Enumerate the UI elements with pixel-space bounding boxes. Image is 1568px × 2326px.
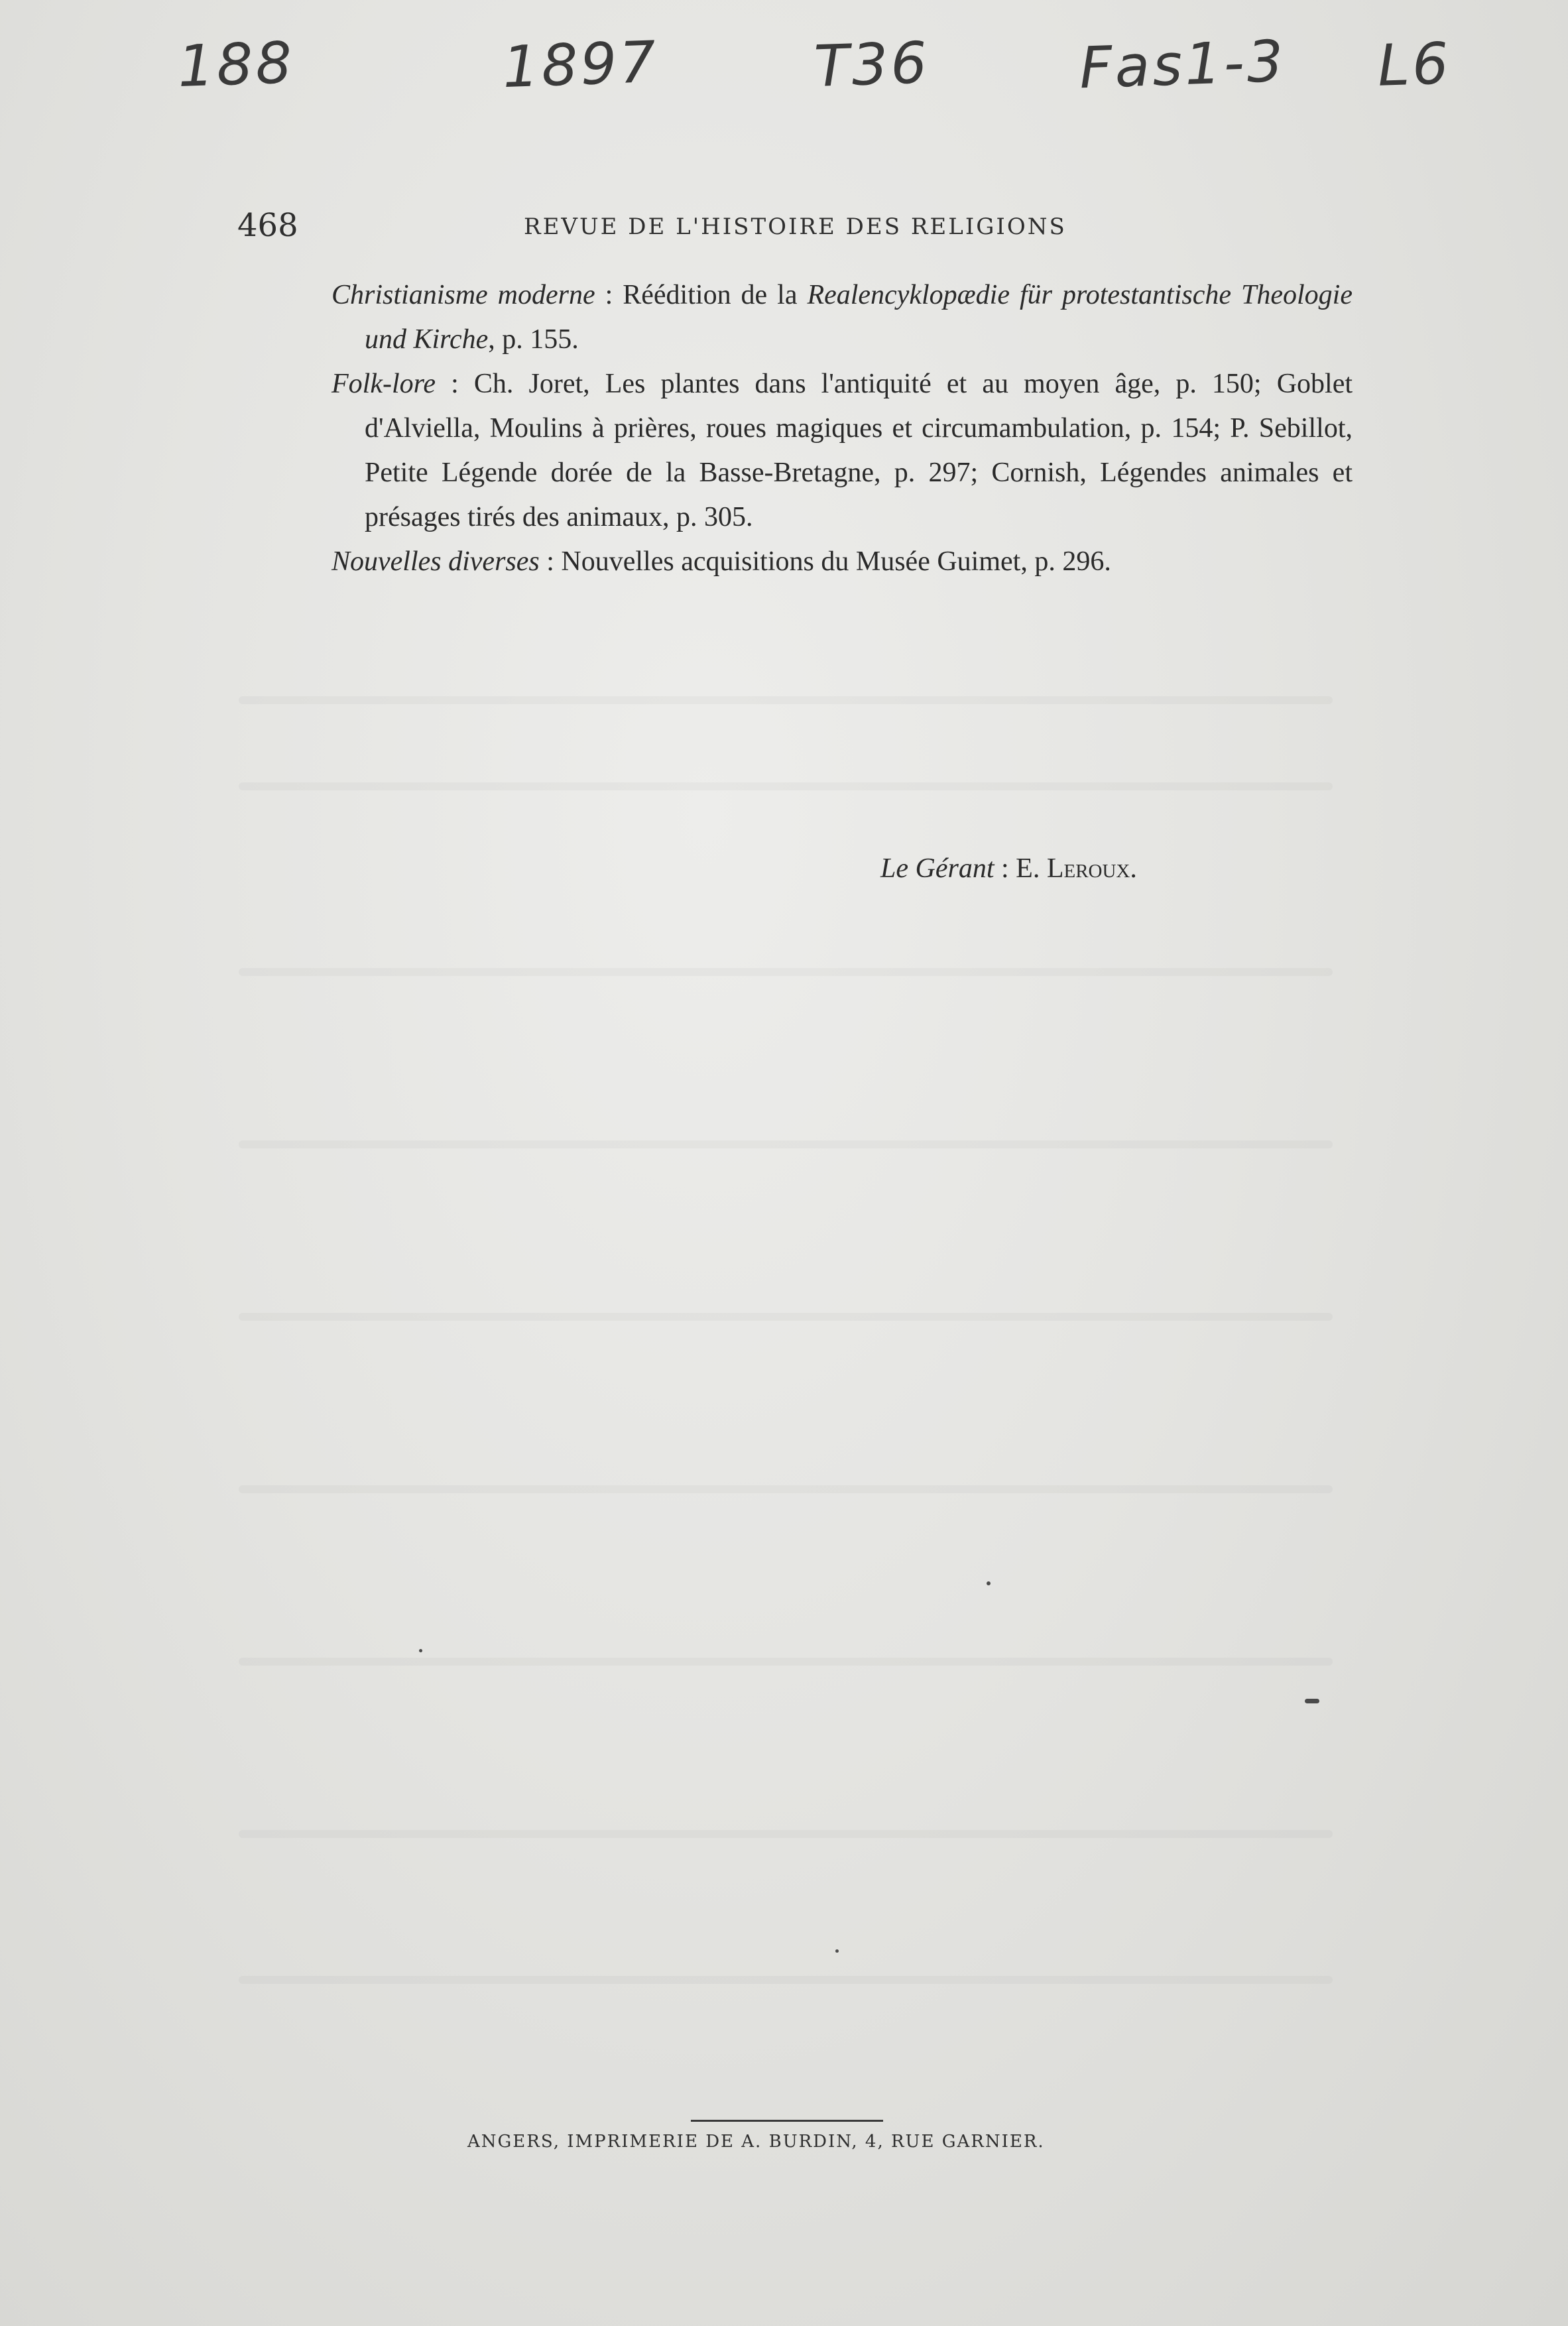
bleed-through-line	[239, 968, 1333, 976]
entry-text: : Ch. Joret, Les plantes dans l'antiquité et au moyen âge, p. 150; Goblet d'Alviella, Moulins à prières, roues magiques et circumambulation, p. 154; P. Sebillot, Petite Légende dorée de la Basse-Bretagne, p. 297; Cornish, Légendes animales et présages tirés des animaux, p. 305.	[365, 369, 1353, 532]
handwritten-annotation: T36	[813, 29, 931, 101]
print-speck	[419, 1649, 422, 1652]
signature-line	[880, 853, 1137, 885]
signature-separator: :	[994, 853, 1016, 884]
index-entry-christianisme	[332, 273, 1353, 362]
handwritten-annotation: L6	[1376, 31, 1453, 99]
handwritten-annotation: 1897	[501, 29, 660, 101]
handwritten-annotation: 188	[176, 29, 296, 101]
running-title: REVUE DE L'HISTOIRE DES RELIGIONS	[524, 214, 1067, 240]
bleed-through-line	[239, 1658, 1333, 1666]
bleed-through-line	[239, 1830, 1333, 1838]
entry-title: Realencyklopædie für protestantische Theologie und Kirche	[365, 280, 1353, 355]
handwritten-annotation: Fas1-3	[1078, 28, 1288, 102]
index-entries	[332, 273, 1353, 584]
printer-imprint: ANGERS, IMPRIMERIE DE A. BURDIN, 4, RUE GARNIER.	[467, 2132, 1045, 2152]
entry-text: : Réédition de la	[595, 280, 808, 310]
page-number: 468	[237, 207, 298, 244]
bleed-through-line	[239, 782, 1333, 790]
index-entry-nouvelles	[332, 540, 1353, 584]
print-speck	[987, 1581, 991, 1585]
entry-label: Christianisme moderne	[332, 280, 595, 310]
bleed-through-line	[239, 1313, 1333, 1321]
print-speck	[1305, 1699, 1319, 1703]
bleed-through-line	[239, 1485, 1333, 1493]
entry-text: , p. 155.	[488, 324, 579, 355]
print-speck	[835, 1949, 839, 1953]
signature-name: E. Leroux.	[1016, 853, 1137, 884]
bleed-through-line	[239, 696, 1333, 704]
bleed-through-line	[239, 1976, 1333, 1984]
entry-text: : Nouvelles acquisitions du Musée Guimet, p. 296.	[539, 546, 1111, 577]
imprint-rule	[691, 2120, 883, 2122]
index-entry-folklore	[332, 362, 1353, 540]
entry-label: Folk-lore	[332, 369, 436, 399]
bleed-through-line	[239, 1140, 1333, 1148]
signature-role: Le Gérant	[880, 853, 995, 884]
entry-label: Nouvelles diverses	[332, 546, 540, 577]
